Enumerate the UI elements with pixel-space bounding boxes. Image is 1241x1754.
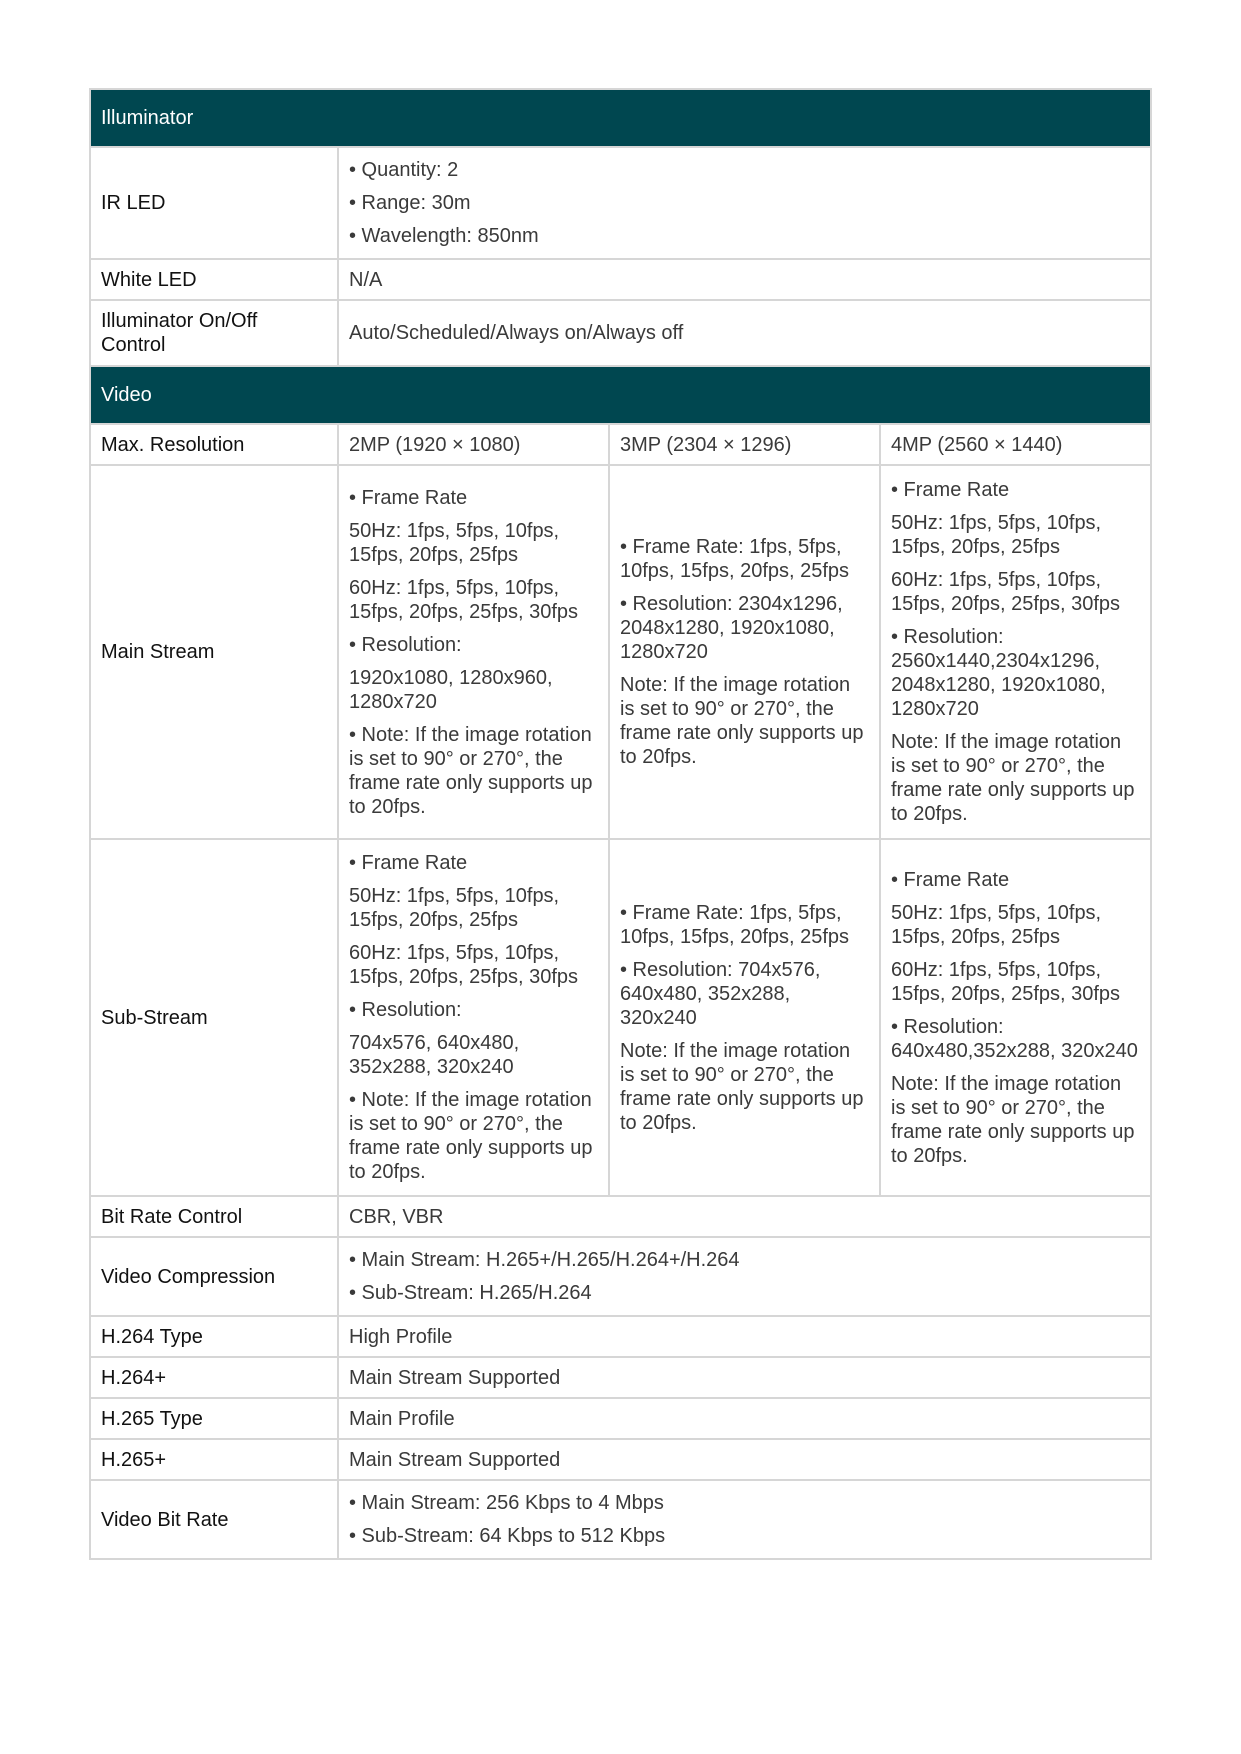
list-item: • Frame Rate <box>349 486 468 509</box>
list-item: • Note: If the image rotation is set to 90° or 270°, the frame rate only supports up to 20fps. <box>349 723 593 818</box>
section-header-video: Video <box>90 366 1151 424</box>
row-label-max-resolution: Max. Resolution <box>90 424 338 465</box>
row-label-white-led: White LED <box>90 259 338 300</box>
list-item: 50Hz: 1fps, 5fps, 10fps, 15fps, 20fps, 25fps <box>891 512 1102 558</box>
row-label-h265-type: H.265 Type <box>90 1398 338 1439</box>
sub-stream-2mp <box>338 839 609 1196</box>
list-item: 60Hz: 1fps, 5fps, 10fps, 15fps, 20fps, 25fps, 30fps <box>349 576 579 623</box>
row-value-h265-plus: Main Stream Supported <box>338 1439 1151 1480</box>
list-item: • Resolution: 704x576, 640x480, 352x288, 320x240 <box>620 958 821 1029</box>
list-item: 60Hz: 1fps, 5fps, 10fps, 15fps, 20fps, 25fps, 30fps <box>891 569 1121 615</box>
section-header-illuminator: Illuminator <box>90 89 1151 147</box>
list-item: 50Hz: 1fps, 5fps, 10fps, 15fps, 20fps, 25fps <box>349 885 560 931</box>
row-value-ir-led <box>338 147 1151 259</box>
row-value-white-led: N/A <box>338 259 1151 300</box>
list-item: 60Hz: 1fps, 5fps, 10fps, 15fps, 20fps, 25fps, 30fps <box>891 958 1121 1005</box>
row-label-h264-plus: H.264+ <box>90 1357 338 1398</box>
list-item: • Frame Rate <box>891 479 1010 501</box>
list-item: Note: If the image rotation is set to 90° or 270°, the frame rate only supports up to 20fps. <box>620 674 864 768</box>
max-resolution-4mp: 4MP (2560 × 1440) <box>880 424 1151 465</box>
list-item: • Main Stream: H.265+/H.265/H.264+/H.264 <box>349 1249 740 1271</box>
list-item: • Frame Rate: 1fps, 5fps, 10fps, 15fps, 20fps, 25fps <box>620 536 850 582</box>
max-resolution-3mp: 3MP (2304 × 1296) <box>609 424 880 465</box>
list-item: 1920x1080, 1280x960, 1280x720 <box>349 666 553 713</box>
list-item: 60Hz: 1fps, 5fps, 10fps, 15fps, 20fps, 25fps, 30fps <box>349 942 579 988</box>
list-item: • Sub-Stream: 64 Kbps to 512 Kbps <box>349 1525 666 1547</box>
list-item: • Frame Rate: 1fps, 5fps, 10fps, 15fps, 20fps, 25fps <box>620 901 850 948</box>
row-label-video-compression: Video Compression <box>90 1237 338 1316</box>
row-label-video-bit-rate: Video Bit Rate <box>90 1480 338 1559</box>
list-item: 50Hz: 1fps, 5fps, 10fps, 15fps, 20fps, 25fps <box>891 901 1102 948</box>
max-resolution-2mp: 2MP (1920 × 1080) <box>338 424 609 465</box>
list-item: 704x576, 640x480, 352x288, 320x240 <box>349 1032 520 1078</box>
list-item: • Resolution: 640x480,352x288, 320x240 <box>891 1015 1138 1062</box>
main-stream-2mp <box>338 465 609 839</box>
list-item: • Main Stream: 256 Kbps to 4 Mbps <box>349 1492 664 1514</box>
row-label-bit-rate-control: Bit Rate Control <box>90 1196 338 1237</box>
list-item: • Frame Rate <box>349 852 468 874</box>
row-value-video-bit-rate <box>338 1480 1151 1559</box>
row-label-h264-type: H.264 Type <box>90 1316 338 1357</box>
list-item: 50Hz: 1fps, 5fps, 10fps, 15fps, 20fps, 25fps <box>349 519 560 566</box>
list-item: Note: If the image rotation is set to 90° or 270°, the frame rate only supports up to 20fps. <box>891 731 1135 825</box>
list-item: • Range: 30m <box>349 192 471 214</box>
spec-sheet <box>89 88 1150 1560</box>
row-label-ir-led: IR LED <box>90 147 338 259</box>
row-label-sub-stream: Sub-Stream <box>90 839 338 1196</box>
list-item: Note: If the image rotation is set to 90° or 270°, the frame rate only supports up to 20fps. <box>891 1072 1135 1167</box>
row-value-illuminator-control: Auto/Scheduled/Always on/Always off <box>338 300 1151 366</box>
row-label-illuminator-control: Illuminator On/Off Control <box>90 300 338 366</box>
list-item: • Sub-Stream: H.265/H.264 <box>349 1282 592 1304</box>
list-item: Note: If the image rotation is set to 90° or 270°, the frame rate only supports up to 20fps. <box>620 1039 864 1134</box>
sub-stream-4mp <box>880 839 1151 1196</box>
list-item: • Wavelength: 850nm <box>349 225 539 247</box>
list-item: • Resolution: 2304x1296, 2048x1280, 1920x1080, 1280x720 <box>620 593 843 663</box>
row-value-video-compression <box>338 1237 1151 1316</box>
spec-table <box>89 88 1152 1560</box>
row-value-h265-type: Main Profile <box>338 1398 1151 1439</box>
list-item: • Quantity: 2 <box>349 159 459 181</box>
list-item: • Resolution: <box>349 999 462 1021</box>
row-label-main-stream: Main Stream <box>90 465 338 839</box>
row-value-h264-type: High Profile <box>338 1316 1151 1357</box>
list-item: • Resolution: <box>349 633 462 656</box>
sub-stream-3mp <box>609 839 880 1196</box>
list-item: • Resolution: 2560x1440,2304x1296, 2048x1280, 1920x1080, 1280x720 <box>891 626 1106 720</box>
row-value-bit-rate-control: CBR, VBR <box>338 1196 1151 1237</box>
list-item: • Frame Rate <box>891 868 1010 891</box>
main-stream-4mp <box>880 465 1151 839</box>
row-value-h264-plus: Main Stream Supported <box>338 1357 1151 1398</box>
list-item: • Note: If the image rotation is set to 90° or 270°, the frame rate only supports up to 20fps. <box>349 1089 593 1183</box>
row-label-h265-plus: H.265+ <box>90 1439 338 1480</box>
main-stream-3mp <box>609 465 880 839</box>
